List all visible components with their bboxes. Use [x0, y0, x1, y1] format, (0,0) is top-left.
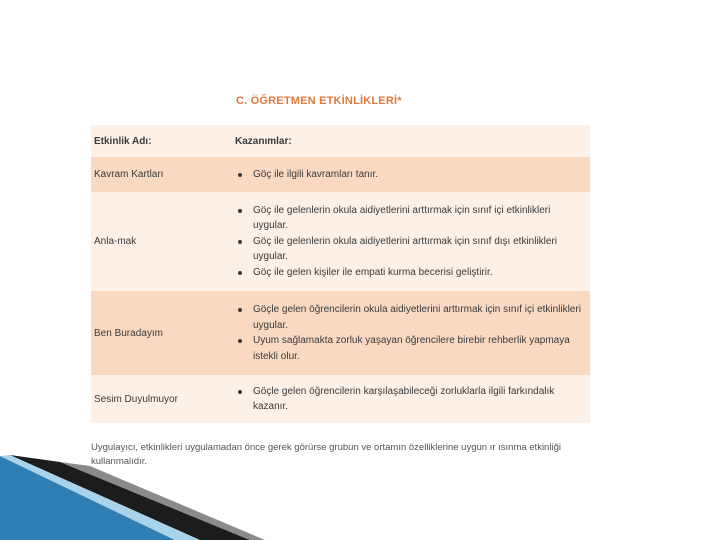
activities-table [91, 125, 590, 423]
activity-name: Sesim Duyulmuyor [94, 393, 178, 405]
outcomes-cell [231, 157, 590, 192]
outcome-item: Göç ile ilgili kavramları tanır. [235, 167, 586, 183]
activity-name: Anla-mak [94, 236, 137, 247]
table-row [91, 375, 590, 423]
outcome-item: Göç ile gelenlerin okula aidiyetlerini arttırmak için sınıf dışı etkinlikleri uygular. [235, 234, 586, 265]
outcomes-cell [231, 291, 590, 375]
outcome-item: Uyum sağlamakta zorluk yaşayan öğrencilere birebir rehberlik yapmaya istekli olur. [235, 333, 586, 364]
header-activity-name: Etkinlik Adı: [94, 135, 152, 147]
outcomes-cell [231, 192, 590, 291]
activity-name: Ben Buradayım [94, 327, 163, 339]
outcomes-cell [231, 375, 590, 423]
section-title: C. ÖĞRETMEN ETKİNLİKLERİ* [236, 95, 402, 107]
table-row [91, 192, 590, 291]
outcome-item: Göçle gelen öğrencilerin okula aidiyetlerini arttırmak için sınıf içi etkinlikleri uygular. [235, 302, 586, 333]
table-row [91, 157, 590, 192]
footnote: Uygulayıcı, etkinlikleri uygulamadan önce gerek görürse grubun ve ortamın özelliklerine uygun ır ısınma etkinliği kullanmalıdır. [91, 442, 561, 467]
outcome-item: Göç ile gelenlerin okula aidiyetlerini arttırmak için sınıf içi etkinlikleri uygular. [235, 203, 586, 234]
header-outcomes: Kazanımlar: [235, 135, 292, 147]
outcome-item: Göçle gelen öğrencilerin karşılaşabileceği zorluklarla ilgili farkındalık kazanır. [235, 384, 586, 415]
activity-name: Kavram Kartları [94, 169, 164, 180]
table-header-row [91, 125, 590, 157]
outcome-item: Göç ile gelen kişiler ile empati kurma becerisi geliştirir. [235, 265, 586, 281]
table-row [91, 291, 590, 375]
